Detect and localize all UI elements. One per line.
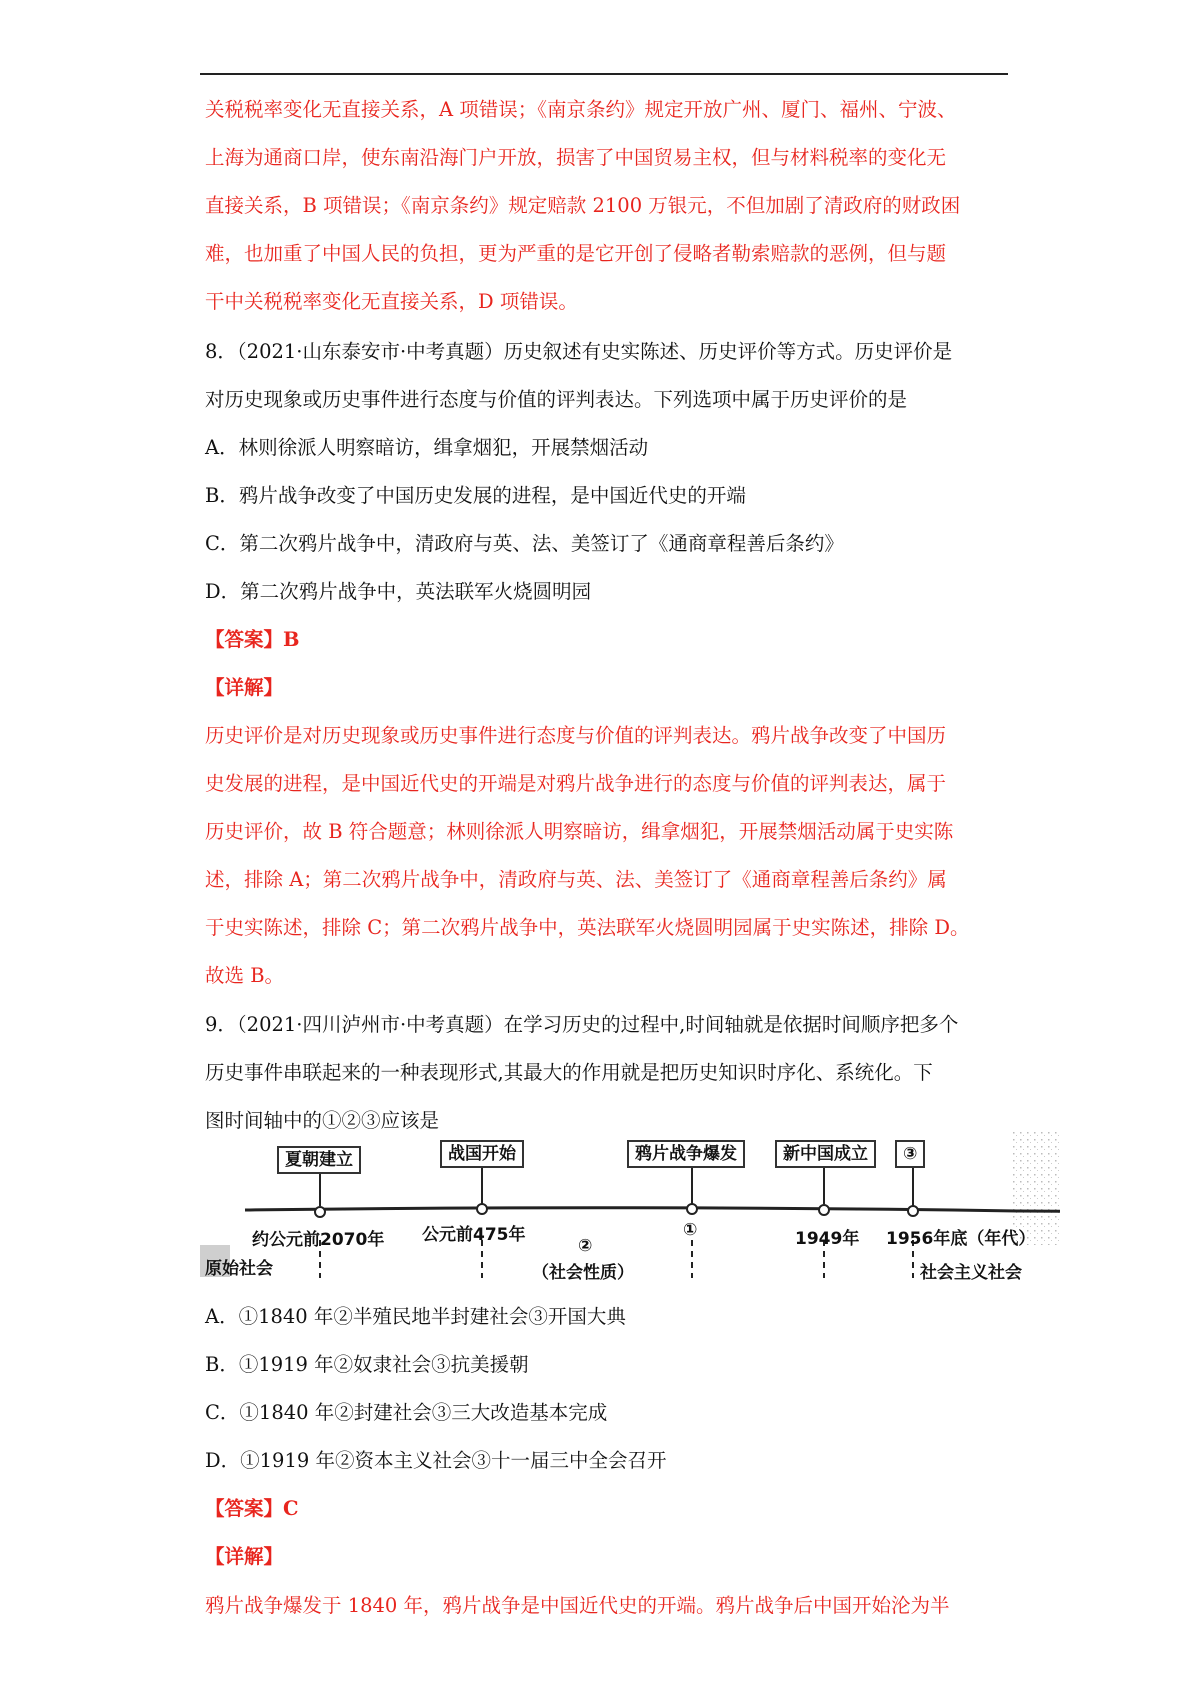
timeline-event: 鸦片战争爆发	[627, 1140, 745, 1168]
timeline-date: 约公元前2070年	[252, 1230, 385, 1250]
timeline-event: 战国开始	[440, 1140, 524, 1168]
option-b: B．鸦片战争改变了中国历史发展的进程，是中国近代史的开端	[205, 484, 746, 507]
timeline-event: 新中国成立	[775, 1140, 876, 1168]
timeline-figure	[200, 1130, 1060, 1283]
explanation-line: 干中关税税率变化无直接关系，D 项错误。	[205, 290, 578, 313]
timeline-date: 公元前475年	[422, 1225, 526, 1245]
answer-label: 【答案】C	[205, 1497, 299, 1520]
option-d: D．第二次鸦片战争中，英法联军火烧圆明园	[205, 580, 592, 603]
detail-line: 史发展的进程，是中国近代史的开端是对鸦片战争进行的态度与价值的评判表达，属于	[205, 772, 947, 795]
period-label: 原始社会	[205, 1259, 273, 1279]
question-9-stem: 9．（2021·四川泸州市·中考真题）在学习历史的过程中,时间轴就是依据时间顺序把多个	[205, 1013, 959, 1036]
period-label: （社会性质）	[532, 1263, 634, 1283]
option-c: C．①1840 年②封建社会③三大改造基本完成	[205, 1401, 608, 1424]
option-a: A．林则徐派人明察暗访，缉拿烟犯，开展禁烟活动	[205, 436, 649, 459]
explanation-line: 难，也加重了中国人民的负担，更为严重的是它开创了侵略者勒索赔款的恶例，但与题	[205, 242, 947, 265]
question-9-stem: 图时间轴中的①②③应该是	[205, 1109, 440, 1132]
detail-line: 历史评价，故 B 符合题意；林则徐派人明察暗访，缉拿烟犯，开展禁烟活动属于史实陈	[205, 820, 954, 843]
answer-label: 【答案】B	[205, 628, 300, 651]
detail-line: 鸦片战争爆发于 1840 年，鸦片战争是中国近代史的开端。鸦片战争后中国开始沦为半	[205, 1594, 950, 1617]
question-8-stem: 对历史现象或历史事件进行态度与价值的评判表达。下列选项中属于历史评价的是	[205, 388, 908, 411]
period-marker: ②	[578, 1236, 593, 1256]
timeline-date: 1949年	[795, 1229, 860, 1249]
detail-line: 故选 B。	[205, 964, 285, 987]
option-c: C．第二次鸦片战争中，清政府与英、法、美签订了《通商章程善后条约》	[205, 532, 844, 555]
detail-line: 历史评价是对历史现象或历史事件进行态度与价值的评判表达。鸦片战争改变了中国历	[205, 724, 947, 747]
detail-line: 述，排除 A；第二次鸦片战争中，清政府与英、法、美签订了《通商章程善后条约》属	[205, 868, 947, 891]
explanation-line: 直接关系，B 项错误；《南京条约》规定赔款 2100 万银元，不但加剧了清政府的财政困	[205, 194, 961, 217]
question-9-stem: 历史事件串联起来的一种表现形式,其最大的作用就是把历史知识时序化、系统化。下	[205, 1061, 933, 1084]
detail-label: 【详解】	[205, 676, 284, 699]
header-rule	[200, 73, 1008, 75]
explanation-line: 关税税率变化无直接关系，A 项错误；《南京条约》规定开放广州、厦门、福州、宁波、	[205, 98, 957, 121]
detail-label: 【详解】	[205, 1545, 284, 1568]
option-b: B．①1919 年②奴隶社会③抗美援朝	[205, 1353, 529, 1376]
detail-line: 于史实陈述，排除 C；第二次鸦片战争中，英法联军火烧圆明园属于史实陈述，排除 D。	[205, 916, 970, 939]
timeline-date: ①	[683, 1220, 698, 1240]
timeline-date: 1956年底（年代）	[886, 1229, 1036, 1249]
option-d: D．①1919 年②资本主义社会③十一届三中全会召开	[205, 1449, 667, 1472]
period-label: 社会主义社会	[920, 1263, 1022, 1283]
timeline-event: 夏朝建立	[277, 1146, 361, 1174]
option-a: A．①1840 年②半殖民地半封建社会③开国大典	[205, 1305, 626, 1328]
timeline-event: ③	[895, 1140, 925, 1168]
explanation-line: 上海为通商口岸，使东南沿海门户开放，损害了中国贸易主权，但与材料税率的变化无	[205, 146, 947, 169]
question-8-stem: 8．（2021·山东泰安市·中考真题）历史叙述有史实陈述、历史评价等方式。历史评价是	[205, 340, 953, 363]
